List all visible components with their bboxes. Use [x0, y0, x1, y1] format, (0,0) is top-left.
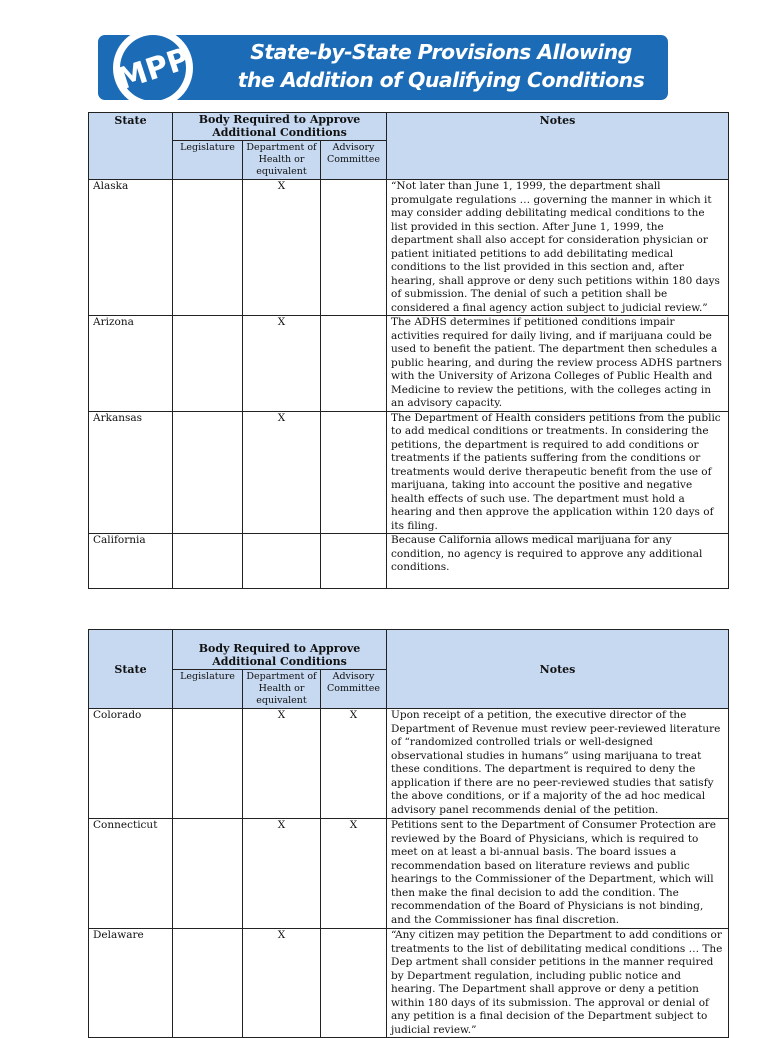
legislature-mark — [173, 316, 243, 412]
notes-text: Upon receipt of a petition, the executive director of the Department of Revenue must review peer-reviewed literature of “randomized controlled trials or well-designed observational studies in humans” using marijuana to treat these conditions. The department is required to deny the application if there are no peer-reviewed studies that satisfy the above conditions, or if a majority of the ad hoc medical advisory panel recommends denial of the petition. — [387, 709, 729, 819]
state-name: Alaska — [89, 180, 173, 316]
table-row — [89, 819, 729, 929]
table-row — [89, 411, 729, 534]
mpp-logo — [108, 35, 198, 100]
legislature-mark — [173, 534, 243, 589]
advisory-mark — [321, 180, 387, 316]
notes-text: “Not later than June 1, 1999, the department shall promulgate regulations … governing the manner in which it may consider adding debilitating medical conditions to the list provided in this section. After June 1, 1999, the department shall also accept for consideration physician or patient initiated petitions to add debilitating medical conditions to the list provided in this section and, after hearing, shall approve or deny such petitions within 180 days of submission. The denial of such a petition shall be considered a final agency action subject to judicial review.” — [387, 180, 729, 316]
provisions-table-1 — [88, 112, 729, 589]
logo-text: MPP — [112, 41, 194, 98]
header-department: Department of Health or equivalent — [243, 141, 321, 180]
table-row — [89, 929, 729, 1038]
header-notes: Notes — [387, 113, 729, 180]
advisory-mark — [321, 929, 387, 1038]
title-line-2: the Addition of Qualifying Conditions — [237, 68, 645, 92]
department-mark: X — [243, 316, 321, 412]
notes-text: “Any citizen may petition the Department to add conditions or treatments to the list of debilitating medical conditions … The Dep artment shall consider petitions in the manner required by Department regulation, including public notice and hearing. The Department shall approve or deny a petition within 180 days of its submission. The approval or denial of any petition is a final decision of the Department subject to judicial review.” — [387, 929, 729, 1038]
table-row — [89, 180, 729, 316]
header-department: Department of Health or equivalent — [243, 670, 321, 709]
title-line-1: State-by-State Provisions Allowing — [250, 40, 632, 64]
header-state: State — [89, 113, 173, 180]
header-body-required: Body Required to Approve Additional Conditions — [173, 630, 387, 670]
header-state: State — [89, 630, 173, 709]
advisory-mark — [321, 316, 387, 412]
title-banner — [98, 35, 668, 100]
table-row — [89, 709, 729, 819]
provisions-table-2 — [88, 629, 729, 1038]
notes-text: The Department of Health considers petitions from the public to add medical conditions or treatments. In considering the petitions, the department is required to add conditions or treatments if the patients suffering from the conditions or treatments would derive therapeutic benefit from the use of marijuana, taking into account the positive and negative health effects of such use. The department must hold a hearing and then approve the application within 120 days of its filing. — [387, 411, 729, 534]
department-mark: X — [243, 819, 321, 929]
table-row — [89, 316, 729, 412]
state-name: Arizona — [89, 316, 173, 412]
legislature-mark — [173, 709, 243, 819]
header-body-required: Body Required to Approve Additional Conditions — [173, 113, 387, 141]
legislature-mark — [173, 411, 243, 534]
state-name: Arkansas — [89, 411, 173, 534]
advisory-mark: X — [321, 709, 387, 819]
state-name: California — [89, 534, 173, 589]
notes-text: The ADHS determines if petitioned conditions impair activities required for daily living, and if marijuana could be used to benefit the patient. The department then schedules a public hearing, and during the review process ADHS partners with the University of Arizona Colleges of Public Health and Medicine to review the petitions, with the colleges acting in an advisory capacity. — [387, 316, 729, 412]
advisory-mark — [321, 534, 387, 589]
state-name: Colorado — [89, 709, 173, 819]
table-row — [89, 534, 729, 589]
department-mark: X — [243, 929, 321, 1038]
page-title — [226, 38, 656, 94]
header-notes: Notes — [387, 630, 729, 709]
header-legislature: Legislature — [173, 670, 243, 709]
department-mark: X — [243, 411, 321, 534]
department-mark: X — [243, 180, 321, 316]
legislature-mark — [173, 180, 243, 316]
notes-text: Petitions sent to the Department of Consumer Protection are reviewed by the Board of Physicians, which is required to meet on at least a bi-annual basis. The board issues a recommendation based on literature reviews and public hearings to the Commissioner of the Department, which will then make the final decision to add the condition. The recommendation of the Board of Physicians is not binding, and the Commissioner has final discretion. — [387, 819, 729, 929]
legislature-mark — [173, 819, 243, 929]
state-name: Connecticut — [89, 819, 173, 929]
notes-text: Because California allows medical marijuana for any condition, no agency is required to approve any additional conditions. — [387, 534, 729, 589]
header-legislature: Legislature — [173, 141, 243, 180]
department-mark: X — [243, 709, 321, 819]
header-advisory: Advisory Committee — [321, 141, 387, 180]
legislature-mark — [173, 929, 243, 1038]
header-advisory: Advisory Committee — [321, 670, 387, 709]
advisory-mark — [321, 411, 387, 534]
department-mark — [243, 534, 321, 589]
advisory-mark: X — [321, 819, 387, 929]
state-name: Delaware — [89, 929, 173, 1038]
